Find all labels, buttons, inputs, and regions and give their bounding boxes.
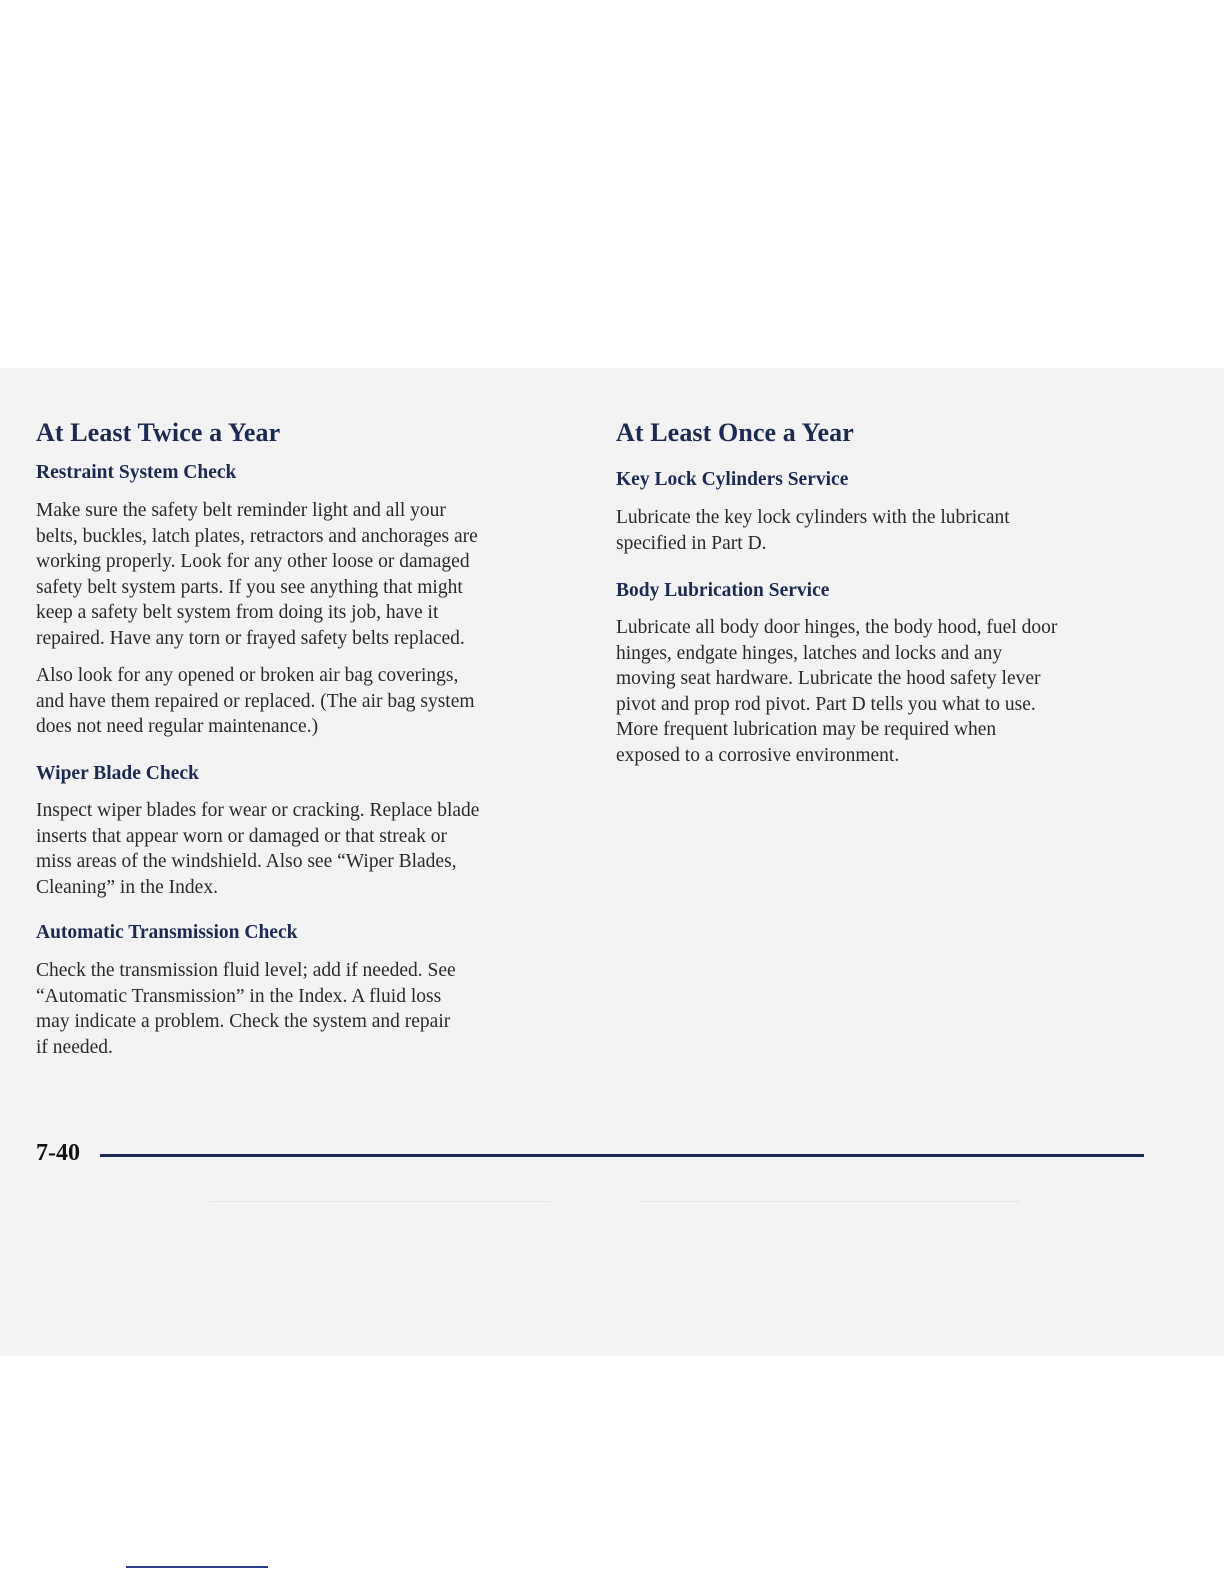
body-lubrication-paragraph: [616, 615, 1156, 768]
text-line: Inspect wiper blades for wear or cracking. Replace blade: [36, 800, 480, 821]
text-line: inserts that appear worn or damaged or that streak or: [36, 825, 447, 847]
body-lubrication-heading: Body Lubrication Service: [616, 580, 830, 601]
wiper-blade-check-heading: Wiper Blade Check: [36, 763, 199, 784]
automatic-transmission-check-heading: Automatic Transmission Check: [36, 922, 298, 943]
key-lock-cylinders-heading: Key Lock Cylinders Service: [616, 469, 849, 490]
text-line: safety belt system parts. If you see anything that might: [36, 576, 463, 598]
manual-page: [0, 368, 1224, 1356]
text-line: More frequent lubrication may be required when: [616, 719, 997, 740]
text-line: specified in Part D.: [616, 532, 767, 554]
text-line: repaired. Have any torn or frayed safety belts replaced.: [36, 627, 465, 649]
text-line: and have them repaired or replaced. (The air bag system: [36, 690, 475, 712]
text-line: Also look for any opened or broken air bag coverings,: [36, 665, 459, 686]
restraint-system-paragraph-2: [36, 663, 576, 740]
text-line: does not need regular maintenance.): [36, 716, 319, 737]
text-line: working properly. Look for any other loose or damaged: [36, 551, 470, 572]
key-lock-cylinders-paragraph: [616, 505, 1156, 556]
stray-underline: [126, 1566, 268, 1568]
section-title-twice-a-year: At Least Twice a Year: [36, 418, 281, 447]
restraint-system-check-heading: Restraint System Check: [36, 462, 237, 483]
footer-rule: [100, 1154, 1144, 1157]
text-line: hinges, endgate hinges, latches and locks and any: [616, 642, 1003, 664]
wiper-blade-paragraph: [36, 798, 576, 900]
text-line: miss areas of the windshield. Also see “Wiper Blades,: [36, 851, 457, 872]
text-line: Check the transmission fluid level; add if needed. See: [36, 960, 456, 981]
automatic-transmission-paragraph: [36, 958, 576, 1060]
text-line: Lubricate the key lock cylinders with the lubricant: [616, 507, 1010, 528]
text-line: Make sure the safety belt reminder light and all your: [36, 500, 446, 521]
restraint-system-paragraph-1: [36, 498, 576, 651]
page-number: 7-40: [36, 1140, 80, 1166]
text-line: if needed.: [36, 1036, 113, 1058]
text-line: Cleaning” in the Index.: [36, 876, 218, 898]
text-line: moving seat hardware. Lubricate the hood safety lever: [616, 668, 1041, 689]
text-line: pivot and prop rod pivot. Part D tells you what to use.: [616, 693, 1036, 715]
section-title-once-a-year: At Least Once a Year: [616, 418, 854, 447]
text-line: Lubricate all body door hinges, the body hood, fuel door: [616, 617, 1058, 638]
faint-divider: [210, 1201, 550, 1202]
text-line: “Automatic Transmission” in the Index. A fluid loss: [36, 985, 442, 1007]
text-line: belts, buckles, latch plates, retractors and anchorages are: [36, 525, 478, 547]
text-line: exposed to a corrosive environment.: [616, 744, 900, 766]
text-line: keep a safety belt system from doing its job, have it: [36, 602, 439, 623]
faint-divider: [640, 1201, 1020, 1202]
text-line: may indicate a problem. Check the system and repair: [36, 1011, 451, 1032]
